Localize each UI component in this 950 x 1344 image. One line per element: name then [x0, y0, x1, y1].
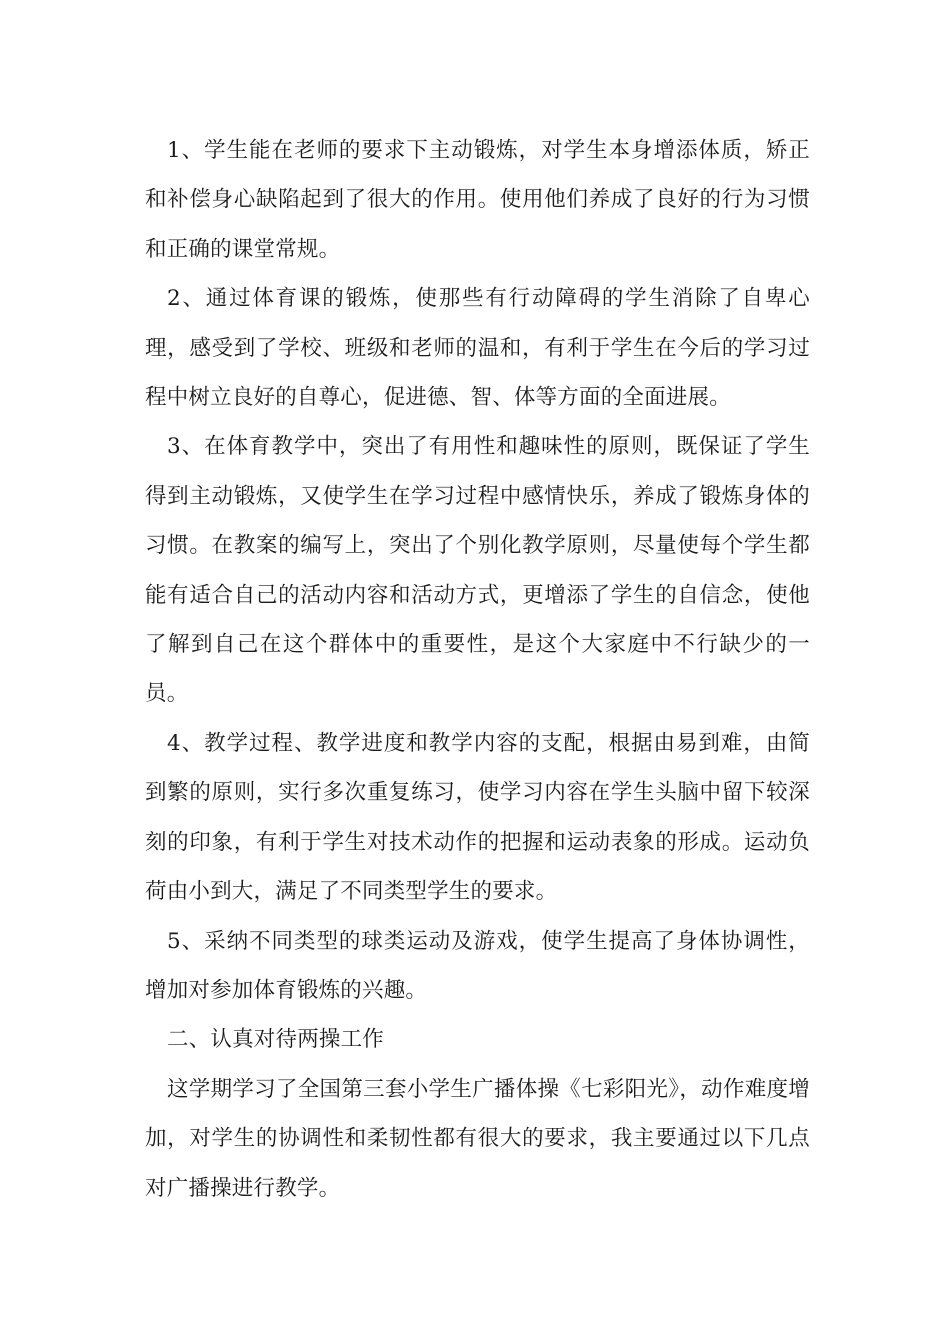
paragraph-2: 2、通过体育课的锻炼，使那些有行动障碍的学生消除了自卑心理，感受到了学校、班级和老师的温和，有利于学生在今后的学习过程中树立良好的自尊心，促进德、智、体等方面的全面进展。 [145, 286, 810, 411]
paragraph-5: 5、采纳不同类型的球类运动及游戏，使学生提高了身体协调性，增加对参加体育锻炼的兴趣。 [145, 928, 810, 1003]
paragraph-1: 1、学生能在老师的要求下主动锻炼，对学生本身增添体质，矫正和补偿身心缺陷起到了很大的作用。使用他们养成了良好的行为习惯和正确的课堂常规。 [145, 138, 810, 262]
paragraph-4: 4、教学过程、教学进度和教学内容的支配，根据由易到难，由简到繁的原则，实行多次重复练习，使学习内容在学生头脑中留下较深刻的印象，有利于学生对技术动作的把握和运动表象的形成。运动负荷由小到大，满足了不同类型学生的要求。 [145, 730, 810, 905]
document-body [145, 126, 810, 1213]
paragraph-6: 这学期学习了全国第三套小学生广播体操《七彩阳光》，动作难度增加，对学生的协调性和柔韧性都有很大的要求，我主要通过以下几点对广播操进行教学。 [145, 1076, 810, 1201]
paragraph-3: 3、在体育教学中，突出了有用性和趣味性的原则，既保证了学生得到主动锻炼，又使学生在学习过程中感情快乐，养成了锻炼身体的习惯。在教案的编写上，突出了个别化教学原则，尽量使每个学生都能有适合自己的活动内容和活动方式，更增添了学生的自信念，使他了解到自己在这个群体中的重要性，是这个大家庭中不行缺少的一员。 [145, 434, 810, 707]
section-heading: 二、认真对待两操工作 [167, 1027, 385, 1053]
